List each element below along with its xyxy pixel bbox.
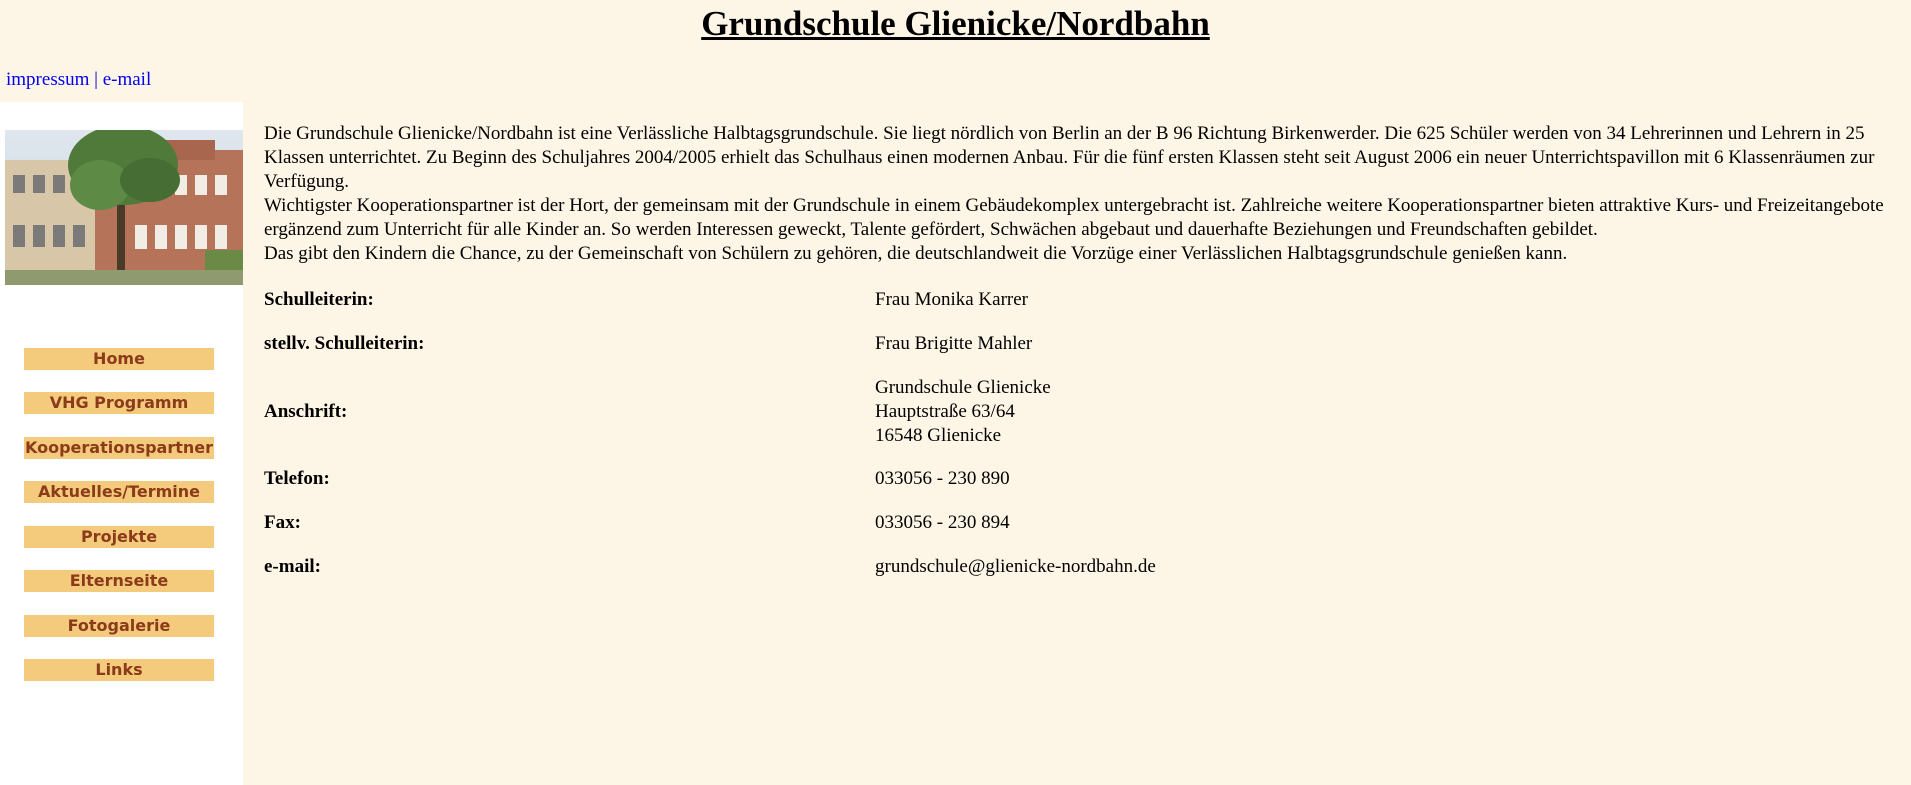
nav-projekte[interactable]: Projekte	[24, 526, 214, 548]
intro-text	[264, 122, 1894, 266]
address-line: 16548 Glienicke	[875, 425, 1002, 446]
nav-elternseite[interactable]: Elternseite	[24, 570, 214, 592]
impressum-link[interactable]: impressum	[6, 69, 90, 90]
address-line: Hauptstraße 63/64	[875, 401, 1015, 422]
email-label: e-mail:	[264, 556, 321, 577]
intro-paragraph: Wichtigster Kooperationspartner ist der Hort, der gemeinsam mit der Grundschule in einem Gebäudekomplex untergebracht ist. Zahlreiche weitere Kooperationspartner bieten attraktive Kurs- und Freizeitangebote ergänzend zum Unterricht für alle Kinder an. So werden Interessen geweckt, Talente gefördert, Schwächen abgebaut und dauerhafte Beziehungen und Freundschaften gebildet.	[264, 195, 1884, 240]
email-link[interactable]: e-mail	[102, 69, 152, 90]
address-label: Anschrift:	[264, 401, 348, 422]
nav-links[interactable]: Links	[24, 659, 214, 681]
fax-label: Fax:	[264, 512, 301, 533]
intro-paragraph: Die Grundschule Glienicke/Nordbahn ist eine Verlässliche Halbtagsgrundschule. Sie liegt nördlich von Berlin an der B 96 Richtung Birkenwerder. Die 625 Schüler werden von 34 Lehrerinnen und Lehrern in 25 Klassen unterrichtet. Zu Beginn des Schuljahres 2004/2005 erhielt das Schulhaus einen modernen Anbau. Für die fünf ersten Klassen steht seit August 2006 ein neuer Unterrichtspavillon mit 6 Klassenräumen zur Verfügung.	[264, 123, 1875, 192]
deputy-label: stellv. Schulleiterin:	[264, 333, 425, 354]
nav-home[interactable]: Home	[24, 348, 214, 370]
top-links	[6, 68, 151, 92]
nav-fotogalerie[interactable]: Fotogalerie	[24, 615, 214, 637]
school-building-photo	[5, 130, 243, 285]
nav-vhg-programm[interactable]: VHG Programm	[24, 392, 214, 414]
link-separator: |	[94, 69, 98, 90]
nav-kooperationspartner[interactable]: Kooperationspartner	[24, 438, 214, 457]
phone-label: Telefon:	[264, 468, 330, 489]
deputy-value: Frau Brigitte Mahler	[875, 333, 1033, 354]
principal-label: Schulleiterin:	[264, 289, 374, 310]
phone-value: 033056 - 230 890	[875, 468, 1010, 489]
page-title: Grundschule Glienicke/Nordbahn	[701, 4, 1210, 43]
intro-paragraph: Das gibt den Kindern die Chance, zu der Gemeinschaft von Schülern zu gehören, die deutschlandweit die Vorzüge einer Verlässlichen Halbtagsgrundschule genießen kann.	[264, 243, 1568, 264]
principal-value: Frau Monika Karrer	[875, 289, 1029, 310]
email-value: grundschule@glienicke-nordbahn.de	[875, 556, 1156, 577]
address-line: Grundschule Glienicke	[875, 377, 1051, 398]
nav-aktuelles-termine[interactable]: Aktuelles/Termine	[24, 481, 214, 503]
fax-value: 033056 - 230 894	[875, 512, 1010, 533]
